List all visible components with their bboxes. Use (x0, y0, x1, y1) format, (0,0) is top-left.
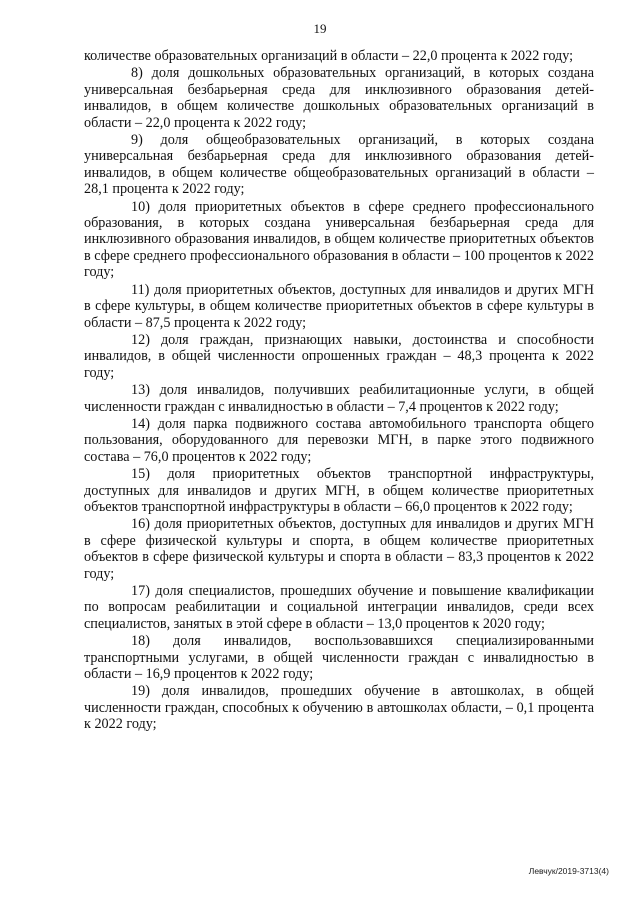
paragraph-item-13: 13) доля инвалидов, получивших реабилитационные услуги, в общей численности граждан с инвалидностью в области – 7,4 процентов к 2022 году; (84, 382, 594, 415)
paragraph-item-9: 9) доля общеобразовательных организаций, в которых создана универсальная безбарьерная среда для инклюзивного образования детей-инвалидов, в общем количестве общеобразовательных организаций в области – 28,1 процента к 2022 году; (84, 132, 594, 198)
paragraph-item-19: 19) доля инвалидов, прошедших обучение в автошколах, в общей численности граждан, способных к обучению в автошколах области, – 0,1 процента к 2022 году; (84, 683, 594, 733)
paragraph-item-12: 12) доля граждан, признающих навыки, достоинства и способности инвалидов, в общей численности опрошенных граждан – 48,3 процента к 2022 году; (84, 331, 594, 381)
paragraph-item-18: 18) доля инвалидов, воспользовавшихся специализированными транспортными услугами, в общей численности граждан с инвалидностью в области – 16,9 процентов к 2022 году; (84, 633, 594, 683)
paragraph-item-17: 17) доля специалистов, прошедших обучение и повышение квалификации по вопросам реабилитации и социальной интеграции инвалидов, среди всех специалистов, занятых в этой сфере в области – 13,0 процентов к 2020 году; (84, 583, 594, 632)
page-number: 19 (313, 21, 327, 36)
paragraph-item-10: 10) доля приоритетных объектов в сфере среднего профессионального образования, в которых создана универсальная безбарьерная среда для инклюзивного образования инвалидов, в общем количестве приоритетных объектов в сфере среднего профессионального образования в области – 100 процентов к 2022 году; (84, 198, 594, 281)
paragraph-continuation: количестве образовательных организаций в области – 22,0 процента к 2022 году; (84, 48, 574, 64)
paragraph-item-8: 8) доля дошкольных образовательных организаций, в которых создана универсальная безбарьерная среда для инклюзивного образования детей-инвалидов, в общем количестве дошкольных образовательных организаций в области – 22,0 процента к 2022 году; (84, 65, 594, 131)
paragraph-item-16: 16) доля приоритетных объектов, доступных для инвалидов и других МГН в сфере физической культуры и спорта, в общем количестве приоритетных объектов в сфере физической культуры и спорта в области – 83,3 процентов к 2022 году; (84, 516, 594, 582)
document-body (84, 48, 594, 734)
paragraph-item-11: 11) доля приоритетных объектов, доступных для инвалидов и других МГН в сфере культуры, в общем количестве приоритетных объектов в сфере культуры в области – 87,5 процента к 2022 году; (84, 281, 594, 331)
paragraph-item-15: 15) доля приоритетных объектов транспортной инфраструктуры, доступных для инвалидов и других МГН, в общем количестве приоритетных объектов транспортной инфраструктуры в области – 66,0 процентов к 2022 году; (84, 466, 594, 515)
document-footer-code: Левчук/2019-3713(4) (528, 866, 609, 876)
paragraph-item-14: 14) доля парка подвижного состава автомобильного транспорта общего пользования, оборудованного для перевозки МГН, в парке этого подвижного состава – 76,0 процентов к 2022 году; (84, 415, 594, 465)
